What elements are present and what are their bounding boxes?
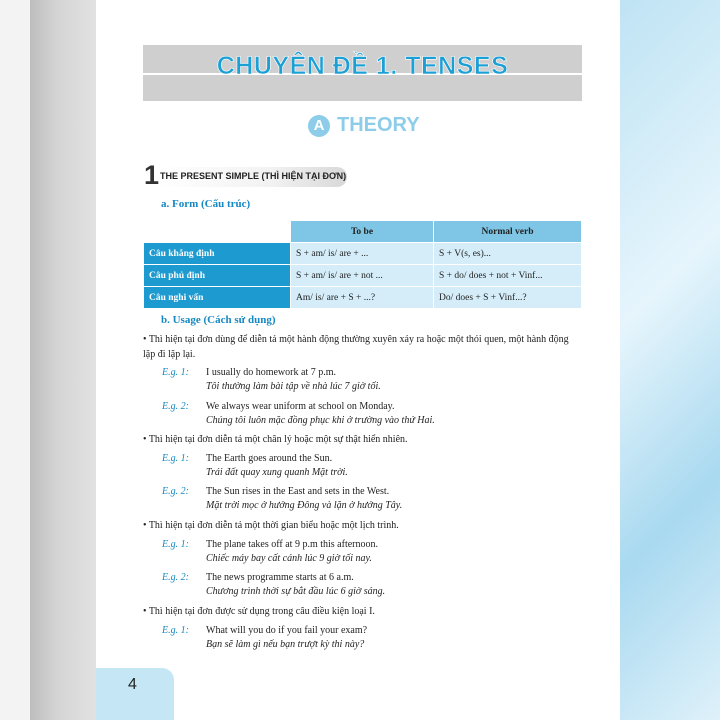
example-tag: E.g. 1:: [162, 625, 189, 636]
example-vietnamese: Chương trình thời sự bắt đầu lúc 6 giờ sáng.: [206, 586, 386, 597]
example-vietnamese: Chiếc máy bay cất cánh lúc 9 giờ tối nay.: [206, 553, 372, 564]
example-tag: E.g. 2:: [162, 572, 189, 583]
usage-text: • Thì hiện tại đơn diễn tả một thời gian biểu hoặc một lịch trình.: [143, 520, 399, 531]
example-vietnamese: Tôi thường làm bài tập về nhà lúc 7 giờ tối.: [206, 381, 381, 392]
cell-to-be: S + am/ is/ are + ...: [291, 243, 434, 265]
column-header-to-be: To be: [291, 221, 434, 243]
form-heading: a. Form (Cấu trúc): [161, 198, 251, 210]
example-tag: E.g. 1:: [162, 453, 189, 464]
topic-title: THE PRESENT SIMPLE (THÌ HIỆN TẠI ĐƠN): [160, 171, 347, 181]
example-vietnamese: Bạn sẽ làm gì nếu bạn trượt kỳ thi này?: [206, 639, 365, 650]
example-english: The Sun rises in the East and sets in the West.: [206, 486, 390, 497]
usage-text: • Thì hiện tại đơn diễn tả một chân lý hoặc một sự thật hiển nhiên.: [143, 434, 408, 445]
table-row: [144, 265, 582, 287]
cell-to-be: Am/ is/ are + S + ...?: [291, 287, 434, 309]
book-spine-shadow: [30, 0, 96, 720]
table-corner: [144, 221, 291, 243]
cell-normal-verb: S + V(s, es)...: [434, 243, 582, 265]
example-english: The news programme starts at 6 a.m.: [206, 572, 354, 583]
example-vietnamese: Chúng tôi luôn mặc đồng phục khi ở trường vào thứ Hai.: [206, 415, 435, 426]
table-header-row: [144, 221, 582, 243]
table-row: [144, 287, 582, 309]
table-row: [144, 243, 582, 265]
section-label: THEORY: [337, 114, 420, 136]
cell-normal-verb: S + do/ does + not + Vinf...: [434, 265, 582, 287]
row-label: Câu khẳng định: [144, 243, 291, 265]
example-english: The Earth goes around the Sun.: [206, 453, 333, 464]
example-vietnamese: Mặt trời mọc ở hướng Đông và lặn ở hướng Tây.: [206, 500, 403, 511]
background-right: [620, 0, 720, 720]
example-tag: E.g. 1:: [162, 539, 189, 550]
example-english: We always wear uniform at school on Monday.: [206, 401, 395, 412]
usage-text: • Thì hiện tại đơn dùng để diễn tả một hành động thường xuyên xảy ra hoặc một thói quen, một hành động lặp đi lặp lại.: [143, 334, 569, 360]
chapter-title: CHUYÊN ĐỀ 1. TENSES: [216, 52, 509, 80]
usage-heading: b. Usage (Cách sử dụng): [161, 314, 276, 326]
example-tag: E.g. 2:: [162, 486, 189, 497]
usage-text: • Thì hiện tại đơn được sử dụng trong câu điều kiện loại I.: [143, 606, 375, 617]
topic-number: 1: [144, 160, 160, 190]
form-table: [143, 220, 582, 309]
example-vietnamese: Trái đất quay xung quanh Mặt trời.: [206, 467, 348, 478]
example-english: What will you do if you fail your exam?: [206, 625, 368, 636]
cell-normal-verb: Do/ does + S + Vinf...?: [434, 287, 582, 309]
example-tag: E.g. 1:: [162, 367, 189, 378]
example-english: The plane takes off at 9 p.m this afternoon.: [206, 539, 378, 550]
background-left: [0, 0, 30, 720]
column-header-normal-verb: Normal verb: [434, 221, 582, 243]
row-label: Câu nghi vấn: [144, 287, 291, 309]
cell-to-be: S + am/ is/ are + not ...: [291, 265, 434, 287]
page-number: 4: [128, 676, 137, 693]
example-english: I usually do homework at 7 p.m.: [206, 367, 336, 378]
row-label: Câu phủ định: [144, 265, 291, 287]
theory-heading: [308, 114, 420, 137]
example-tag: E.g. 2:: [162, 401, 189, 412]
section-badge-icon: A: [308, 115, 330, 137]
